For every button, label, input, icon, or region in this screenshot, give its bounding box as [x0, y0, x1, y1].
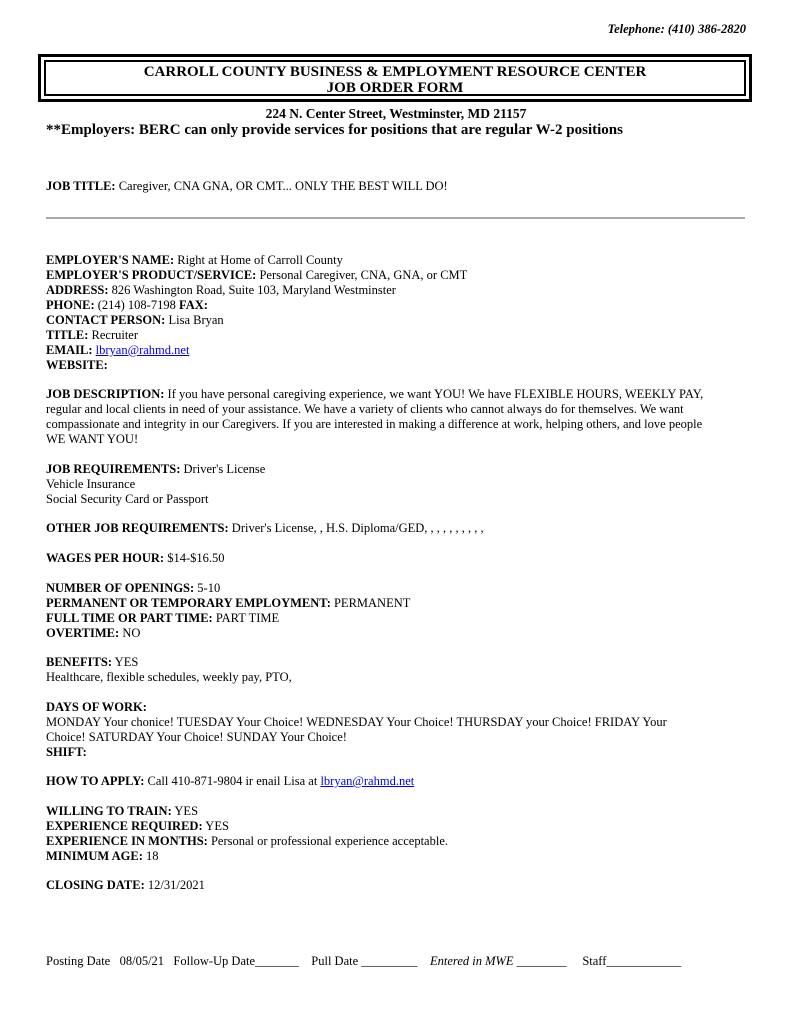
wages-label: WAGES PER HOUR:	[46, 551, 165, 565]
job-requirements-label: JOB REQUIREMENTS:	[46, 462, 181, 476]
exp-req-label: EXPERIENCE REQUIRED:	[46, 819, 203, 833]
employer-name-label: EMPLOYER'S NAME:	[46, 253, 175, 267]
closing-date-label: CLOSING DATE:	[46, 878, 145, 892]
employer-notice: **Employers: BERC can only provide services for positions that are regular W-2 positions	[46, 122, 623, 138]
openings-label: NUMBER OF OPENINGS:	[46, 581, 195, 595]
contact-person-label: CONTACT PERSON:	[46, 313, 166, 327]
min-age-value: 18	[146, 849, 159, 863]
employer-product-value: Personal Caregiver, CNA, GNA, or CMT	[259, 268, 468, 282]
job-title-label: JOB TITLE:	[46, 179, 116, 193]
overtime-label: OVERTIME:	[46, 626, 120, 640]
job-description-text1: If you have personal caregiving experience, we want YOU! We have FLEXIBLE HOURS, WEEKLY PAY,	[167, 387, 704, 401]
permanent-label: PERMANENT OR TEMPORARY EMPLOYMENT:	[46, 596, 331, 610]
days-section	[46, 700, 746, 760]
job-requirements-line1	[46, 462, 746, 477]
employer-name-line	[46, 253, 746, 268]
fax-label: FAX:	[178, 298, 208, 312]
job-requirement-item: Vehicle Insurance	[46, 477, 136, 491]
job-description	[46, 387, 746, 447]
overtime-line	[46, 626, 746, 641]
form-title-line1: CARROLL COUNTY BUSINESS & EMPLOYMENT RESOURCE CENTER	[143, 64, 647, 80]
how-to-apply-label: HOW TO APPLY:	[46, 774, 145, 788]
benefits-label: BENEFITS:	[46, 655, 112, 669]
phone-label: PHONE:	[46, 298, 95, 312]
employer-product-line	[46, 268, 746, 283]
phone-value: (214) 108-7198	[97, 298, 176, 312]
employer-section	[46, 253, 746, 373]
closing-date-value: 12/31/2021	[147, 878, 205, 892]
apply-email-link[interactable]: lbryan@rahmd.net	[320, 774, 415, 788]
overtime-value: NO	[122, 626, 141, 640]
job-description-text2: regular and local clients in need of your assistance. We have a variety of clients who cannot always do for themselves. We want	[46, 402, 684, 416]
job-requirements	[46, 462, 746, 507]
email-link[interactable]: lbryan@rahmd.net	[95, 343, 190, 357]
min-age-line	[46, 849, 746, 864]
center-address: 224 N. Center Street, Westminster, MD 21157	[265, 106, 527, 121]
how-to-apply-line	[46, 774, 746, 789]
training-section	[46, 804, 746, 864]
fulltime-label: FULL TIME OR PART TIME:	[46, 611, 213, 625]
fulltime-line	[46, 611, 746, 626]
email-line	[46, 343, 746, 358]
job-description-label: JOB DESCRIPTION:	[46, 387, 165, 401]
benefits-line	[46, 655, 746, 670]
min-age-label: MINIMUM AGE:	[46, 849, 143, 863]
form-title	[44, 60, 746, 96]
office-use-footer	[46, 954, 766, 969]
form-title-box	[38, 54, 752, 102]
wages-value: $14-$16.50	[167, 551, 225, 565]
contact-title-line	[46, 328, 746, 343]
exp-months-line	[46, 834, 746, 849]
wages-line	[46, 551, 746, 566]
job-description-text4: WE WANT YOU!	[46, 432, 139, 446]
job-requirement-item: Social Security Card or Passport	[46, 492, 209, 506]
permanent-line	[46, 596, 746, 611]
days-text2: Choice! SATURDAY Your Choice! SUNDAY Your Choice!	[46, 730, 347, 744]
form-title-line2: JOB ORDER FORM	[326, 80, 464, 96]
contact-person-value: Lisa Bryan	[168, 313, 224, 327]
willing-value: YES	[174, 804, 199, 818]
website-label: WEBSITE:	[46, 358, 108, 372]
days-label: DAYS OF WORK:	[46, 700, 147, 714]
employer-address-label: ADDRESS:	[46, 283, 109, 297]
willing-line	[46, 804, 746, 819]
openings-line	[46, 581, 746, 596]
employer-name-value: Right at Home of Carroll County	[177, 253, 343, 267]
website-line	[46, 358, 746, 373]
exp-months-label: EXPERIENCE IN MONTHS:	[46, 834, 208, 848]
exp-req-line	[46, 819, 746, 834]
telephone-header: Telephone: (410) 386-2820	[607, 22, 746, 36]
willing-label: WILLING TO TRAIN:	[46, 804, 172, 818]
footer-staff: Staff____________	[566, 954, 682, 968]
job-requirement-item: Driver's License	[183, 462, 266, 476]
exp-req-value: YES	[205, 819, 229, 833]
benefits-section	[46, 655, 746, 685]
closing-date-line	[46, 878, 746, 893]
contact-person-line	[46, 313, 746, 328]
how-to-apply-text: Call 410-871-9804 ir enail Lisa at	[147, 774, 318, 788]
benefits-details: Healthcare, flexible schedules, weekly pay, PTO,	[46, 670, 292, 684]
contact-title-value: Recruiter	[91, 328, 139, 342]
fulltime-value: PART TIME	[215, 611, 280, 625]
email-label: EMAIL:	[46, 343, 93, 357]
employment-section	[46, 581, 746, 641]
footer-entered: Entered in MWE ________	[430, 954, 567, 968]
benefits-value: YES	[114, 655, 139, 669]
job-description-text3: compassionate and integrity in our Caregivers. If you are interested in making a difference at work, helping others, and love people	[46, 417, 703, 431]
footer-posting: Posting Date 08/05/21 Follow-Up Date_______ Pull Date _________	[46, 954, 431, 968]
days-text1: MONDAY Your chonice! TUESDAY Your Choice! WEDNESDAY Your Choice! THURSDAY your Choice! FRIDAY Your	[46, 715, 667, 729]
job-description-line1	[46, 387, 746, 402]
other-requirements-label: OTHER JOB REQUIREMENTS:	[46, 521, 229, 535]
other-requirements-line	[46, 521, 746, 536]
employer-address-line	[46, 283, 746, 298]
job-title-line	[46, 179, 746, 194]
employer-phone-line	[46, 298, 746, 313]
employer-address-value: 826 Washington Road, Suite 103, Maryland Westminster	[111, 283, 396, 297]
contact-title-label: TITLE:	[46, 328, 89, 342]
shift-label: SHIFT:	[46, 745, 87, 759]
divider	[46, 217, 745, 219]
openings-value: 5-10	[197, 581, 221, 595]
employer-product-label: EMPLOYER'S PRODUCT/SERVICE:	[46, 268, 257, 282]
job-title-value: Caregiver, CNA GNA, OR CMT... ONLY THE BEST WILL DO!	[118, 179, 448, 193]
permanent-value: PERMANENT	[333, 596, 411, 610]
other-requirements-value: Driver's License, , H.S. Diploma/GED, , , , , , , , , ,	[231, 521, 484, 535]
exp-months-value: Personal or professional experience acceptable.	[210, 834, 448, 848]
